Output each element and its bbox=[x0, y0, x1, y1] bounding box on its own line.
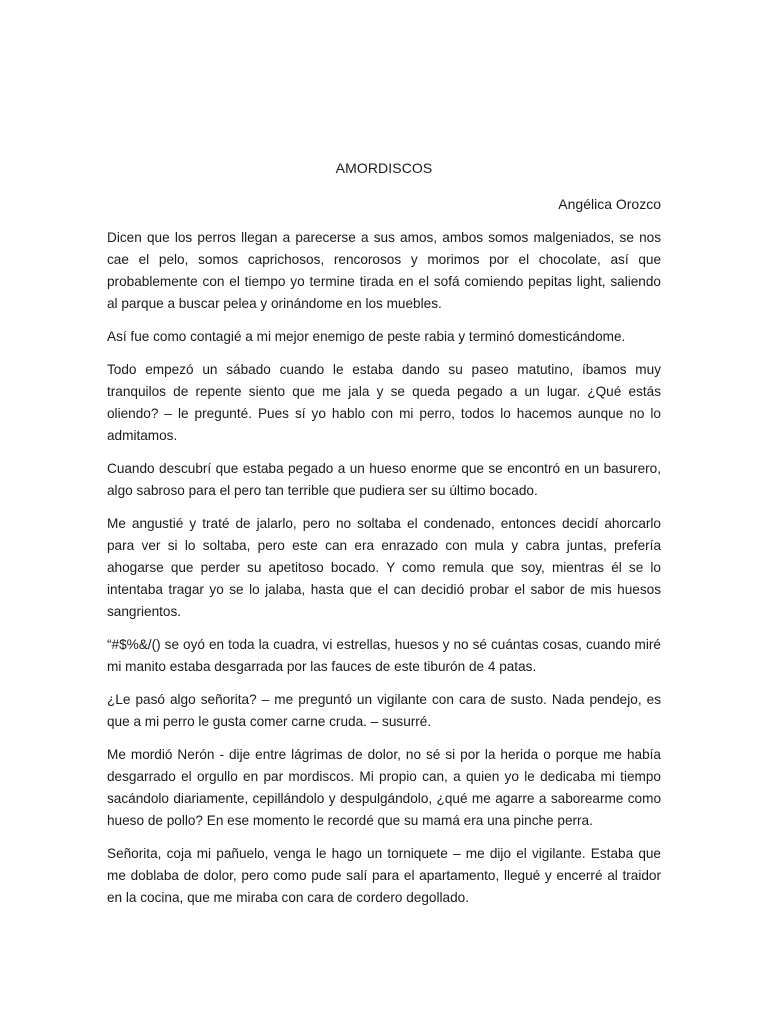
paragraph: ¿Le pasó algo señorita? – me preguntó un vigilante con cara de susto. Nada pendejo, es que a mi perro le gusta comer carne cruda. – susurré. bbox=[107, 692, 661, 729]
paragraph: “#$%&/() se oyó en toda la cuadra, vi estrellas, huesos y no sé cuántas cosas, cuando miré mi manito estaba desgarrada por las fauces de este tiburón de 4 patas. bbox=[107, 637, 661, 674]
paragraph: Así fue como contagié a mi mejor enemigo de peste rabia y terminó domesticándome. bbox=[107, 329, 626, 344]
paragraph: Dicen que los perros llegan a parecerse a sus amos, ambos somos malgeniados, se nos cae el pelo, somos caprichosos, rencorosos y morimos por el chocolate, así que probablemente con el tiempo yo termine tirada en el sofá comiendo pepitas light, saliendo al parque a buscar pelea y orinándome en los muebles. bbox=[107, 230, 661, 311]
document-page bbox=[107, 158, 661, 920]
document-title: AMORDISCOS bbox=[335, 160, 433, 176]
paragraph: Me mordió Nerón - dije entre lágrimas de dolor, no sé si por la herida o porque me había desgarrado el orgullo en par mordiscos. Mi propio can, a quien yo le dedicaba mi tiempo sacándolo diariamente, cepillándolo y despulgándolo, ¿qué me agarre a saborearme como hueso de pollo? En ese momento le recordé que su mamá era una pinche perra. bbox=[107, 747, 661, 828]
paragraph: Me angustié y traté de jalarlo, pero no soltaba el condenado, entonces decidí ahorcarlo para ver si lo soltaba, pero este can era enrazado con mula y cabra juntas, prefería ahogarse que perder su apetitoso bocado. Y como remula que soy, mientras él se lo intentaba tragar yo se lo jalaba, hasta que el can decidió probar el sabor de mis huesos sangrientos. bbox=[107, 516, 661, 619]
document-author: Angélica Orozco bbox=[558, 196, 661, 212]
paragraph: Todo empezó un sábado cuando le estaba dando su paseo matutino, íbamos muy tranquilos de repente siento que me jala y se queda pegado a un lugar. ¿Qué estás oliendo? – le pregunté. Pues sí yo hablo con mi perro, todos lo hacemos aunque no lo admitamos. bbox=[107, 362, 661, 443]
paragraph: Señorita, coja mi pañuelo, venga le hago un torniquete – me dijo el vigilante. Estaba que me doblaba de dolor, pero como pude salí para el apartamento, llegué y encerré al traidor en la cocina, que me miraba con cara de cordero degollado. bbox=[107, 846, 661, 905]
paragraph: Cuando descubrí que estaba pegado a un hueso enorme que se encontró en un basurero, algo sabroso para el pero tan terrible que pudiera ser su último bocado. bbox=[107, 461, 661, 498]
